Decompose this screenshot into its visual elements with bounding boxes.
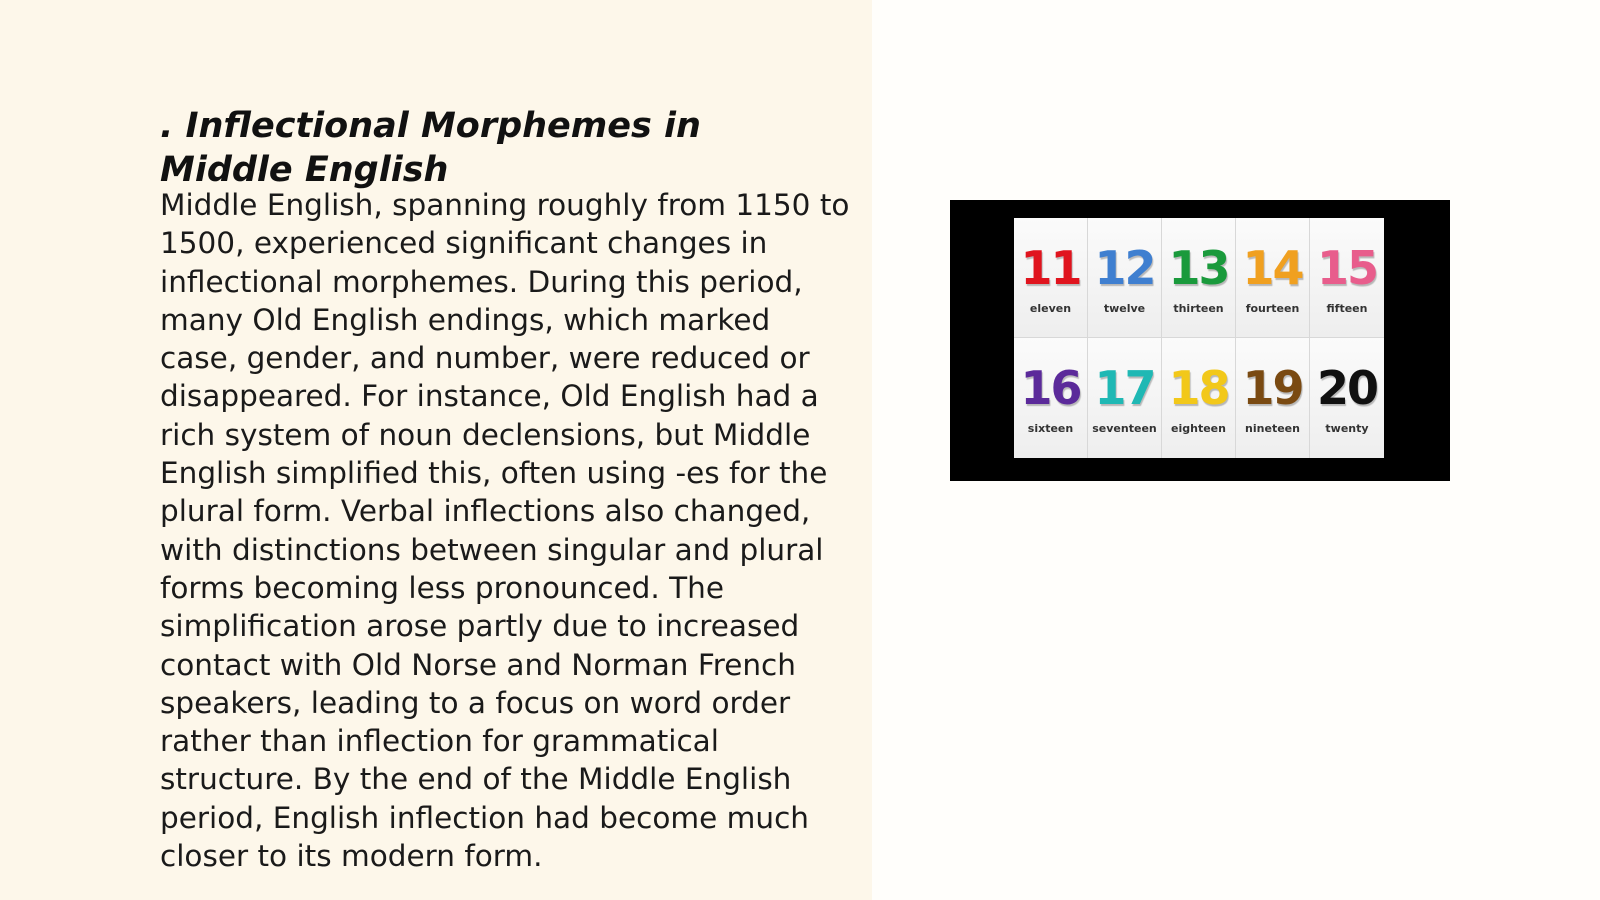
number-word: fifteen	[1326, 301, 1368, 315]
number-word: sixteen	[1027, 422, 1074, 435]
number-digits: 14	[1242, 240, 1303, 295]
number-digits: 13	[1168, 240, 1229, 295]
number-digits: 17	[1094, 361, 1155, 415]
number-digits: 16	[1020, 361, 1081, 415]
slide-title: . Inflectional Morphemes in Middle English	[160, 106, 701, 190]
number-digits: 18	[1168, 361, 1229, 415]
number-word: eighteen	[1171, 422, 1226, 435]
number-word: fourteen	[1245, 301, 1300, 315]
number-word: twelve	[1103, 301, 1146, 315]
number-cell	[1088, 218, 1162, 338]
number-word: seventeen	[1092, 422, 1157, 435]
number-cell	[1162, 218, 1236, 338]
number-digits: 20	[1316, 361, 1377, 415]
number-digits: 11	[1020, 240, 1081, 295]
number-cell	[1236, 218, 1310, 338]
numbers-image	[950, 200, 1450, 481]
number-word: twenty	[1325, 422, 1369, 435]
number-digits: 19	[1242, 361, 1303, 415]
number-word: eleven	[1029, 301, 1072, 315]
number-cell	[1014, 338, 1088, 458]
number-word: thirteen	[1173, 301, 1224, 315]
number-cell	[1162, 338, 1236, 458]
number-cell	[1088, 338, 1162, 458]
number-word: nineteen	[1245, 422, 1300, 435]
slide-body-text: Middle English, spanning roughly from 1150 to 1500, experienced significant changes in inflectional morphemes. During this period, many Old English endings, which marked case, gender, and number, were reduced or disappeared. For instance, Old English had a rich system of noun declensions, but Middle English simplified this, often using -es for the plural form. Verbal inflections also changed, with distinctions between singular and plural forms becoming less pronounced. The simplification arose partly due to increased contact with Old Norse and Norman French speakers, leading to a focus on word order rather than inflection for grammatical structure. By the end of the Middle English period, English inflection had become much closer to its modern form.	[160, 188, 850, 874]
numbers-grid	[1014, 218, 1384, 458]
number-cell	[1310, 218, 1384, 338]
number-digits: 15	[1316, 240, 1377, 295]
number-digits: 12	[1094, 240, 1155, 295]
number-cell	[1236, 338, 1310, 458]
number-cell	[1014, 218, 1088, 338]
number-cell	[1310, 338, 1384, 458]
